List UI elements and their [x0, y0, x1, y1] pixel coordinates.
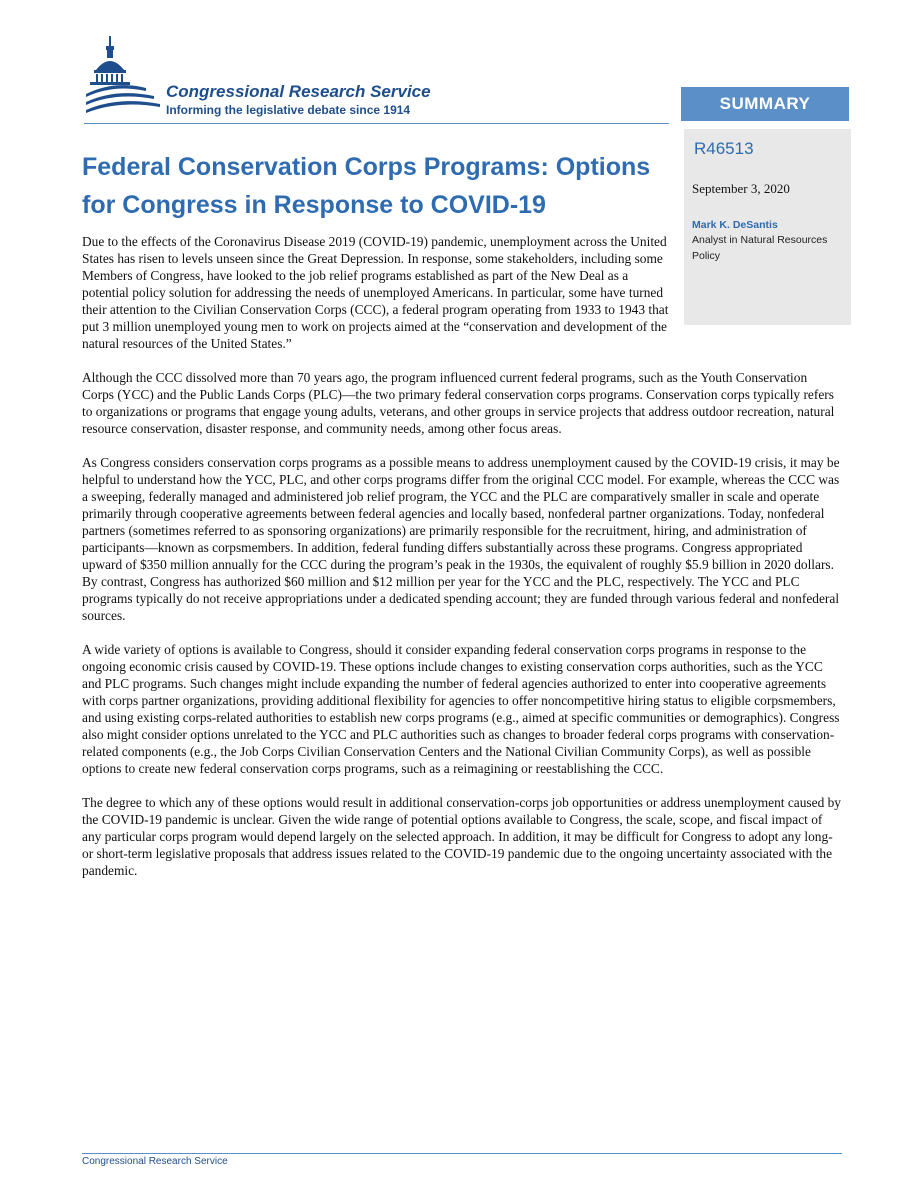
capitol-dome-icon: [84, 34, 162, 124]
paragraph-4: A wide variety of options is available to Congress, should it consider expanding federal conservation corps programs in response to the ongoing economic crisis caused by COVID-19. These options include changes to existing conservation corps authorities, such as the YCC and PLC programs. Such changes might include expanding the number of federal agencies authorized to enter into cooperative agreements with corps partner organizations, providing additional flexibility for agencies to offer noncompetitive hiring status to eligible corpsmembers, and using existing corps-related authorities to establish new corps programs (e.g., aimed at specific communities or demographics). Congress also might consider options unrelated to the YCC and PLC authorities such as changes to broader federal corps programs with conservation-related components (e.g., the Job Corps Civilian Conservation Centers and the National Civilian Community Corps), as well as possible options to create new federal conservation corps programs, such as a reimagining or reestablishing the CCC.: [82, 642, 840, 776]
page-title: Federal Conservation Corps Programs: Options for Congress in Response to COVID-19: [82, 153, 651, 219]
report-date: September 3, 2020: [692, 181, 790, 196]
crs-logo: [84, 34, 474, 124]
summary-body: [82, 233, 842, 896]
footer-text: Congressional Research Service: [82, 1156, 228, 1167]
paragraph-2: Although the CCC dissolved more than 70 years ago, the program influenced current federal programs, such as the Youth Conservation Corps (YCC) and the Public Lands Corps (PLC)—the two primary federal conservation corps programs. Conservation corps typically refers to organizations or programs that engage young adults, veterans, and other groups in service projects that address outdoor recreation, natural resource conservation, disaster response, and community needs, among other focus areas.: [82, 370, 835, 436]
paragraph-1: Due to the effects of the Coronavirus Disease 2019 (COVID-19) pandemic, unemployment across the United States has risen to levels unseen since the Great Depression. In response, some stakeholders, including some Members of Congress, have looked to the job relief programs established as part of the New Deal as a potential policy solution for addressing the needs of unemployed Americans. In particular, some have turned their attention to the Civilian Conservation Corps (CCC), a federal program operating from 1933 to 1943 that put 3 million unemployed young men to work on projects aimed at the “conservation and development of the natural resources of the United States.”: [82, 234, 669, 351]
footer-divider: [82, 1153, 842, 1154]
report-number: R46513: [694, 139, 754, 158]
paragraph-5: The degree to which any of these options would result in additional conservation-corps job opportunities or address unemployment caused by the COVID-19 pandemic is unclear. Given the wide range of potential options available to Congress, the scale, scope, and fiscal impact of any particular corps program would depend largely on the selected approach. In addition, it may be difficult for Congress to adopt any long- or short-term legislative proposals that address issues related to the COVID-19 pandemic due to the ongoing uncertainty associated with the pandemic.: [82, 795, 841, 878]
org-tagline: Informing the legislative debate since 1914: [166, 103, 411, 117]
summary-tab: SUMMARY: [681, 87, 849, 121]
author-title: Analyst in Natural Resources Policy: [692, 234, 828, 262]
author-name: Mark K. DeSantis: [692, 219, 778, 231]
sidebar-spacer: [670, 233, 842, 326]
header-divider: [84, 123, 669, 124]
org-name: Congressional Research Service: [166, 82, 431, 101]
paragraph-3: As Congress considers conservation corps programs as a possible means to address unemployment caused by the COVID-19 crisis, it may be helpful to understand how the YCC, PLC, and other corps programs differ from the original CCC model. For example, whereas the CCC was a sweeping, federally managed and administered job relief program, the YCC and the PLC are comparatively smaller in scale and operate primarily through cooperative agreements between federal agencies and locally based, nonfederal partner organizations. Today, nonfederal partners (sometimes referred to as sponsoring organizations) are primarily responsible for the recruitment, hiring, and administration of participants—known as corpsmembers. In addition, federal funding differs substantially across these programs. Congress appropriated upward of $350 million annually for the CCC during the program’s peak in the 1930s, the equivalent of roughly $5.9 billion in 2020 dollars. By contrast, Congress has authorized $60 million and $12 million per year for the YCC and the PLC, respectively. The YCC and PLC programs typically do not receive appropriations under a dedicated spending account; they are funded through various federal and nonfederal sources.: [82, 455, 840, 623]
